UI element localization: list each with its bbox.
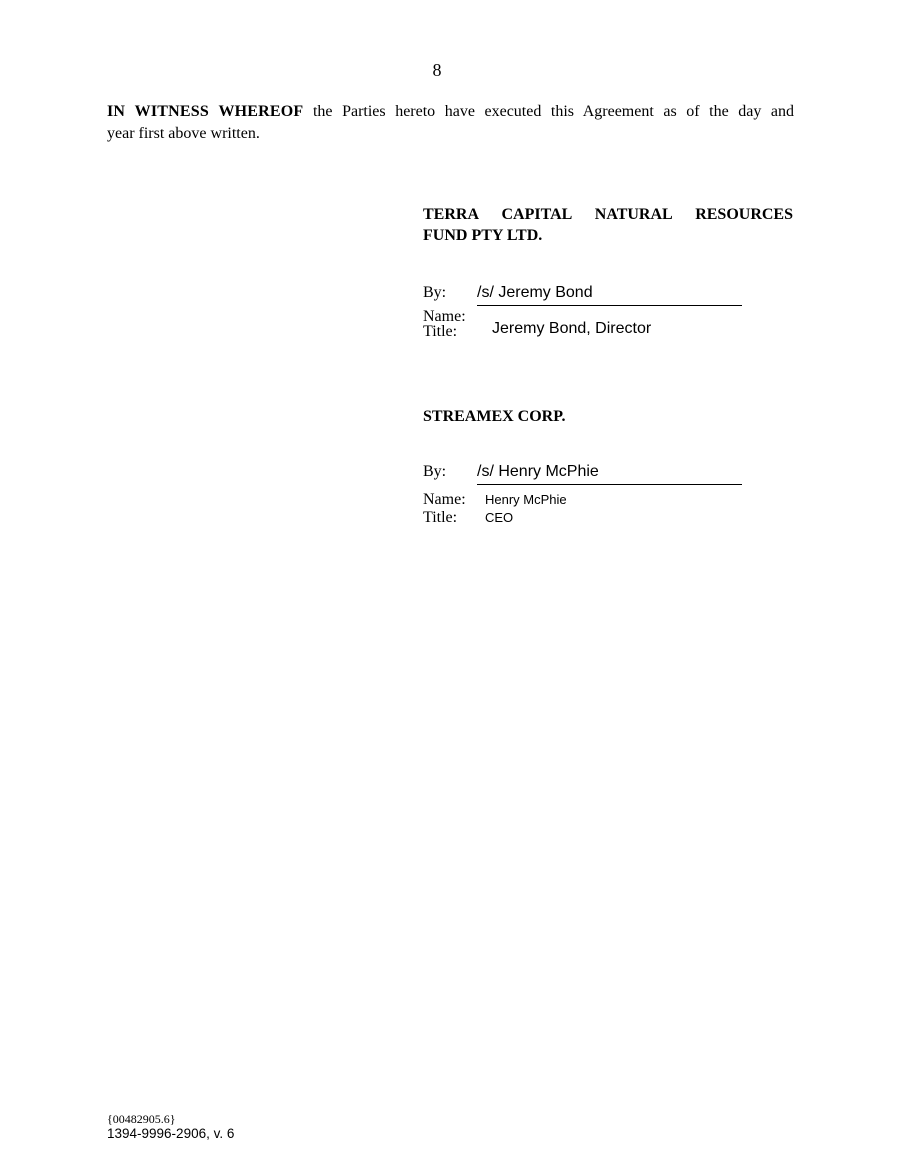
witness-clause-line1-rest: the Parties hereto have executed this Agreement as of the day and bbox=[312, 103, 795, 120]
footer-doc-control-number: {00482905.6} bbox=[107, 1112, 176, 1126]
by-label: By: bbox=[423, 463, 447, 480]
title-label: Title: bbox=[423, 509, 458, 526]
page-number: 8 bbox=[432, 60, 442, 80]
signature-value-terra: /s/ Jeremy Bond bbox=[477, 284, 593, 301]
signature-row-title-streamex bbox=[423, 508, 763, 528]
witness-clause-line2: year first above written. bbox=[107, 125, 260, 142]
by-label: By: bbox=[423, 284, 447, 301]
company-name-terra-line2: FUND PTY LTD. bbox=[423, 227, 543, 244]
witness-clause-bold-lead: IN WITNESS WHEREOF bbox=[107, 103, 304, 120]
witness-clause bbox=[107, 101, 794, 145]
signature-row-name-streamex bbox=[423, 490, 763, 510]
company-name-terra bbox=[423, 204, 793, 246]
footer-reference-number: 1394-9996-2906, v. 6 bbox=[107, 1126, 235, 1141]
company-name-streamex: STREAMEX CORP. bbox=[423, 408, 566, 425]
signature-line-terra bbox=[477, 305, 742, 306]
signature-row-title-terra bbox=[423, 322, 763, 342]
name-label: Name: bbox=[423, 308, 466, 325]
title-label: Title: bbox=[423, 323, 458, 340]
signature-row-by-streamex bbox=[423, 462, 763, 488]
title-value-streamex: CEO bbox=[485, 510, 514, 525]
title-value-terra: Jeremy Bond, Director bbox=[492, 320, 652, 337]
name-value-streamex: Henry McPhie bbox=[485, 492, 567, 507]
signature-row-by-terra bbox=[423, 283, 763, 309]
name-label: Name: bbox=[423, 491, 466, 508]
signature-line-streamex bbox=[477, 484, 742, 485]
signature-value-streamex: /s/ Henry McPhie bbox=[477, 463, 599, 480]
company-name-terra-line1: TERRA CAPITAL NATURAL RESOURCES bbox=[423, 206, 793, 223]
witness-clause-line1 bbox=[107, 101, 794, 123]
